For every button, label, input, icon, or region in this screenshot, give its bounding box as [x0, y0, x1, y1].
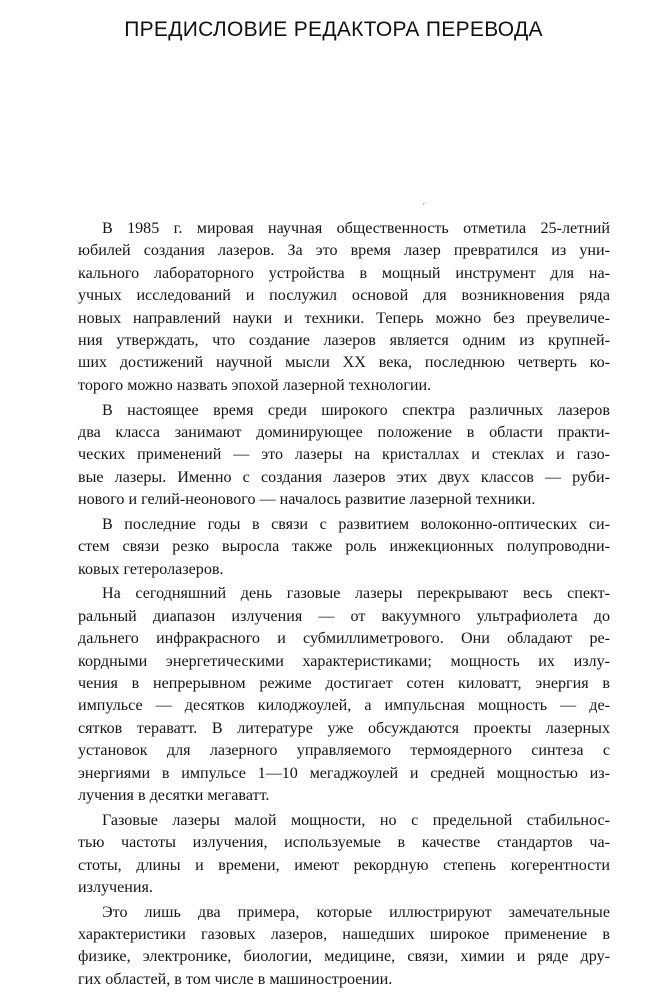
- text-line: В последние годы в связи с развитием волоконно-оптических си-: [102, 515, 610, 533]
- text-line: учных исследований и послужил основой для возникновения ряда: [78, 287, 610, 305]
- text-line: новых направлений науки и техники. Теперь можно без преувеличе-: [78, 309, 610, 327]
- text-line: установок для лазерного управляемого термоядерного синтеза с: [78, 742, 610, 760]
- text-line: характеристики газовых лазеров, нашедших широкое применение в: [78, 926, 610, 944]
- text-line: На сегодняшний день газовые лазеры перекрывают весь спект-: [102, 585, 610, 603]
- text-line: юбилей создания лазеров. За это время лазер превратился из уни-: [78, 242, 610, 260]
- text-line: нового и гелий-неонового — началось развитие лазерной техники.: [78, 491, 536, 509]
- text-line: сятков тераватт. В литературе уже обсуждаются проекты лазерных: [78, 719, 610, 737]
- text-line: два класса занимают доминирующее положение в области практи-: [78, 423, 610, 441]
- text-line: кального лабораторного устройства в мощный инструмент для на-: [78, 264, 610, 282]
- text-line: торого можно назвать эпохой лазерной технологии.: [78, 376, 432, 394]
- text-line: ших достижений научной мысли XX века, последнюю четверть ко-: [78, 354, 610, 372]
- text-line: ральный диапазон излучения — от вакуумного ультрафиолета до: [78, 607, 610, 625]
- text-line: стем связи резко выросла также роль инжекционных полупроводни-: [78, 538, 610, 556]
- text-line: В 1985 г. мировая научная общественность отметила 25-летний: [102, 220, 610, 237]
- text-line: Это лишь два примера, которые иллюстрируют замечательные: [102, 903, 610, 921]
- text-line: чения в непрерывном режиме достигает сотен киловатт, энергия в: [78, 675, 610, 693]
- paragraph: [78, 810, 610, 900]
- text-line: дальнего инфракрасного и субмиллиметрового. Они обладают ре-: [78, 630, 610, 648]
- page-title: ПРЕДИСЛОВИЕ РЕДАКТОРА ПЕРЕВОДА: [124, 18, 543, 41]
- text-line: В настоящее время среди широкого спектра различных лазеров: [102, 401, 610, 419]
- text-line: лучения в десятки мегаватт.: [78, 787, 270, 805]
- text-line: ния утверждать, что создание лазеров является одним из крупней-: [78, 332, 610, 350]
- text-line: гих областей, в том числе в машиностроении.: [78, 970, 393, 988]
- text-line: энергиями в импульсе 1—10 мегаджоулей и средней мощностью из-: [78, 764, 610, 782]
- text-line: тью частоты излучения, используемые в качестве стандартов ча-: [78, 834, 610, 852]
- text-line: Газовые лазеры малой мощности, но с предельной стабильнос-: [102, 811, 610, 829]
- text-line: ческих применений — это лазеры на кристаллах и стеклах и газо-: [78, 446, 610, 464]
- stray-mark: ′: [423, 201, 425, 211]
- paragraph: [78, 583, 610, 807]
- paragraph: [78, 218, 610, 397]
- text-line: импульсе — десятков килоджоулей, а импульсная мощность — де-: [78, 697, 610, 715]
- text-line: кордными энергетическими характеристиками; мощность их излу-: [78, 652, 610, 670]
- text-line: физике, электронике, биологии, медицине, связи, химии и ряде дру-: [78, 948, 610, 966]
- body-text: [78, 218, 610, 994]
- text-line: ковых гетеролазеров.: [78, 560, 224, 578]
- text-line: вые лазеры. Именно с создания лазеров этих двух классов — руби-: [78, 468, 610, 486]
- text-line: стоты, длины и времени, имеют рекордную степень когерентности: [78, 856, 610, 874]
- paragraph: [78, 514, 610, 581]
- text-line: излучения.: [78, 878, 153, 896]
- paragraph: [78, 400, 610, 512]
- paragraph: [78, 902, 610, 992]
